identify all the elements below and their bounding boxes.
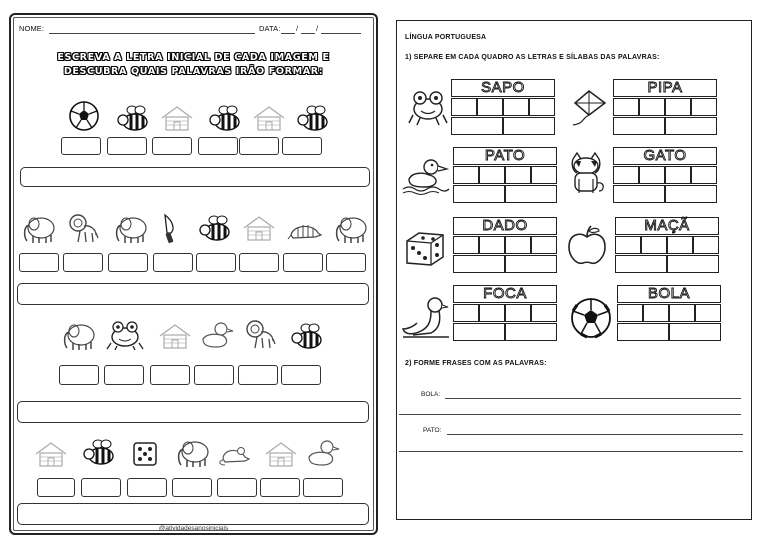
activity-sheet-left (9, 13, 378, 535)
syllable-cell[interactable] (505, 185, 557, 203)
knife-icon (159, 213, 185, 245)
letter-cell[interactable] (615, 236, 641, 254)
word-answer-bar[interactable] (17, 283, 369, 305)
letter-cell[interactable] (665, 98, 691, 116)
elephant-icon (111, 211, 149, 245)
letter-cell[interactable] (639, 98, 665, 116)
lion-icon (243, 317, 277, 351)
word-label: SAPO (481, 79, 525, 96)
letter-box[interactable] (61, 137, 101, 155)
apple-icon (565, 223, 609, 267)
letter-cell[interactable] (531, 236, 557, 254)
answer-line[interactable] (445, 398, 741, 399)
dice-icon (403, 227, 447, 267)
word-label: DADO (482, 217, 528, 234)
instruction-title-line2: DESCUBRA QUAIS PALAVRAS IRÃO FORMAR: (63, 66, 324, 77)
letter-cell[interactable] (505, 304, 531, 322)
exercise-1-instruction: 1) SEPARE EM CADA QUADRO AS LETRAS E SÍLABAS DAS PALAVRAS: (405, 54, 660, 61)
letter-cell[interactable] (693, 236, 719, 254)
date-year-line (321, 33, 361, 34)
letter-box[interactable] (63, 253, 103, 272)
letter-cell[interactable] (531, 166, 557, 184)
elephant-icon (19, 211, 57, 245)
letter-box[interactable] (19, 253, 59, 272)
bee-icon (197, 213, 233, 243)
letter-cell[interactable] (639, 166, 665, 184)
letter-box[interactable] (153, 253, 193, 272)
soccer-ball-icon (67, 100, 101, 132)
letter-cell[interactable] (451, 98, 477, 116)
letter-box[interactable] (104, 365, 144, 385)
answer-line[interactable] (399, 414, 741, 415)
letter-box[interactable] (152, 137, 192, 155)
syllable-cell[interactable] (615, 255, 667, 273)
mouse-icon (217, 441, 253, 467)
letter-cell[interactable] (477, 98, 503, 116)
letter-cell[interactable] (505, 166, 531, 184)
letter-cell[interactable] (531, 304, 557, 322)
credit-handle: @atividadesanosiniciais (158, 525, 229, 532)
answer-line[interactable] (447, 434, 743, 435)
word-label: PATO (484, 147, 526, 164)
kite-icon (567, 87, 611, 127)
armadillo-icon (287, 219, 323, 243)
letter-cell[interactable] (479, 166, 505, 184)
house-icon (159, 103, 195, 133)
date-month-line (301, 33, 315, 34)
dice-icon (131, 439, 159, 469)
word-label: GATO (643, 147, 687, 164)
letter-cell[interactable] (479, 304, 505, 322)
word-answer-bar[interactable] (17, 503, 369, 525)
word-label: MAÇÃ (644, 217, 690, 234)
elephant-icon (59, 318, 97, 352)
letter-box[interactable] (283, 253, 323, 272)
letter-cell[interactable] (453, 304, 479, 322)
bee-icon (289, 321, 325, 351)
letter-box[interactable] (281, 365, 321, 385)
syllable-cell[interactable] (669, 323, 721, 341)
word-box-maca (615, 217, 719, 235)
letter-cell[interactable] (503, 98, 529, 116)
elephant-icon (331, 211, 369, 245)
name-line (49, 33, 255, 34)
syllable-cell[interactable] (503, 117, 555, 135)
letter-box[interactable] (196, 253, 236, 272)
date-separator: / (296, 24, 299, 33)
frog-icon (407, 87, 449, 127)
letter-box[interactable] (127, 478, 167, 497)
letter-box[interactable] (37, 478, 75, 497)
letter-box[interactable] (303, 478, 343, 497)
exercise-2-instruction: 2) FORME FRASES COM AS PALAVRAS: (405, 360, 547, 367)
word-box-foca (453, 285, 557, 303)
date-day-line (281, 33, 295, 34)
word-answer-bar[interactable] (17, 401, 369, 423)
house-icon (263, 439, 299, 469)
syllable-cell[interactable] (667, 255, 719, 273)
letter-cell[interactable] (691, 166, 717, 184)
letter-box[interactable] (81, 478, 121, 497)
house-icon (157, 321, 193, 351)
activity-sheet-right (396, 20, 752, 520)
word-box-pipa (613, 79, 717, 97)
syllable-cell[interactable] (453, 323, 505, 341)
letter-cell[interactable] (453, 166, 479, 184)
letter-box[interactable] (107, 137, 147, 155)
letter-cell[interactable] (479, 236, 505, 254)
bee-icon (115, 103, 151, 133)
date-separator: / (316, 24, 319, 33)
lion-icon (66, 211, 100, 245)
duck-icon (305, 437, 341, 469)
bee-icon (295, 103, 331, 133)
word-box-dado (453, 217, 557, 235)
house-icon (33, 439, 69, 469)
duck-icon (401, 155, 451, 195)
date-label: DATA: (259, 24, 281, 33)
syllable-cell[interactable] (613, 117, 665, 135)
word-label: PIPA (647, 79, 683, 96)
instruction-title-line1: ESCREVA A LETRA INICIAL DE CADA IMAGEM E (57, 52, 330, 63)
word-box-bola (617, 285, 721, 303)
word-answer-bar[interactable] (20, 167, 370, 187)
letter-box[interactable] (108, 253, 148, 272)
word-label: FOCA (483, 285, 527, 302)
letter-box[interactable] (150, 365, 190, 385)
letter-cell[interactable] (613, 166, 639, 184)
soccer-ball-icon (569, 297, 613, 339)
frog-icon (105, 317, 145, 351)
letter-box[interactable] (239, 137, 279, 155)
word-box-sapo (451, 79, 555, 97)
syllable-cell[interactable] (453, 185, 505, 203)
house-icon (241, 213, 277, 243)
letter-box[interactable] (282, 137, 322, 155)
seal-icon (401, 295, 453, 339)
letter-cell[interactable] (529, 98, 555, 116)
cat-icon (565, 151, 609, 197)
syllable-cell[interactable] (617, 323, 669, 341)
letter-box[interactable] (238, 365, 278, 385)
house-icon (251, 103, 287, 133)
letter-cell[interactable] (641, 236, 667, 254)
syllable-cell[interactable] (453, 255, 505, 273)
syllable-cell[interactable] (665, 185, 717, 203)
answer-line[interactable] (399, 451, 743, 452)
letter-box[interactable] (198, 137, 238, 155)
bee-icon (81, 437, 117, 467)
syllable-cell[interactable] (505, 323, 557, 341)
letter-box[interactable] (217, 478, 257, 497)
prompt-pato: PATO: (423, 427, 442, 434)
letter-cell[interactable] (691, 98, 717, 116)
elephant-icon (173, 435, 211, 469)
letter-cell[interactable] (665, 166, 691, 184)
letter-cell[interactable] (453, 236, 479, 254)
letter-cell[interactable] (505, 236, 531, 254)
word-label: BOLA (647, 285, 691, 302)
letter-box[interactable] (326, 253, 366, 272)
syllable-cell[interactable] (451, 117, 503, 135)
prompt-bola: BOLA: (421, 391, 441, 398)
letter-cell[interactable] (613, 98, 639, 116)
syllable-cell[interactable] (665, 117, 717, 135)
word-box-pato (453, 147, 557, 165)
subject-title: LÍNGUA PORTUGUESA (405, 34, 487, 41)
letter-box[interactable] (260, 478, 300, 497)
syllable-cell[interactable] (505, 255, 557, 273)
letter-cell[interactable] (643, 304, 669, 322)
letter-cell[interactable] (695, 304, 721, 322)
letter-box[interactable] (194, 365, 234, 385)
syllable-cell[interactable] (613, 185, 665, 203)
letter-box[interactable] (172, 478, 212, 497)
duck-icon (199, 319, 235, 351)
letter-cell[interactable] (667, 236, 693, 254)
letter-box[interactable] (59, 365, 99, 385)
word-box-gato (613, 147, 717, 165)
letter-cell[interactable] (669, 304, 695, 322)
name-label: NOME: (19, 24, 45, 33)
letter-box[interactable] (239, 253, 279, 272)
bee-icon (207, 103, 243, 133)
letter-cell[interactable] (617, 304, 643, 322)
